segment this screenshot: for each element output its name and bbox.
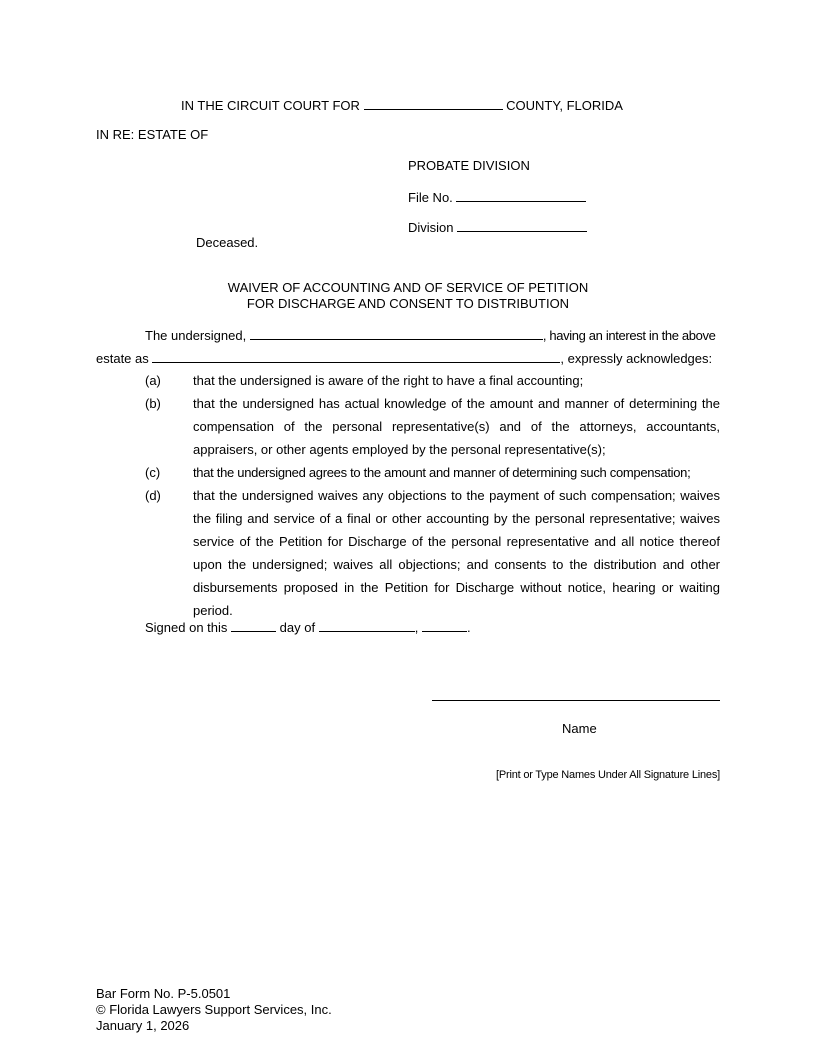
- footer-date: January 1, 2026: [96, 1018, 190, 1033]
- probate-division-title: PROBATE DIVISION: [408, 158, 530, 173]
- file-no-field: [408, 189, 586, 206]
- division-blank[interactable]: [457, 219, 587, 232]
- deceased-label: Deceased.: [196, 235, 259, 250]
- name-label: Name: [562, 721, 597, 736]
- item-c-text: that the undersigned agrees to the amount and manner of determining such compensation;: [193, 465, 691, 480]
- document-title-line1: WAIVER OF ACCOUNTING AND OF SERVICE OF PETITION: [227, 280, 589, 295]
- document-title-line2: FOR DISCHARGE AND CONSENT TO DISTRIBUTION: [246, 296, 570, 311]
- item-b-text: that the undersigned has actual knowledge of the amount and manner of determining the compensation of the personal representative(s) and of the attorneys, accountants, appraisers, or other agents employed by the personal representative(s);: [193, 396, 720, 457]
- day-of-label: day of: [279, 620, 316, 635]
- court-prefix: IN THE CIRCUIT COURT FOR: [181, 98, 360, 113]
- item-c-label: (c): [145, 465, 161, 480]
- item-a-text: that the undersigned is aware of the right to have a final accounting;: [193, 373, 584, 388]
- footer-copyright: © Florida Lawyers Support Services, Inc.: [96, 1002, 332, 1017]
- division-field: [408, 219, 587, 236]
- court-heading: [181, 97, 623, 114]
- item-d-label: (d): [145, 488, 161, 503]
- in-re-estate: IN RE: ESTATE OF: [96, 127, 209, 142]
- item-d-text: that the undersigned waives any objections to the payment of such compensation; waives the filing and service of a final or other accounting by the personal representative; waives service of the Petition for Discharge of the personal representative and all notice thereof upon the undersigned; waives all objections; and consents to the distribution and other disbursements proposed in the Petition for Discharge without notice, hearing or waiting period.: [193, 488, 720, 618]
- file-no-label: File No.: [408, 190, 453, 205]
- signature-line[interactable]: [432, 700, 720, 701]
- signature-note: [Print or Type Names Under All Signature Lines]: [496, 769, 720, 781]
- intro-line-1: [96, 327, 720, 344]
- intro-part2: , having an interest in the above: [542, 328, 716, 343]
- month-blank[interactable]: [319, 619, 415, 632]
- signed-comma: ,: [414, 620, 419, 635]
- footer-form-number: Bar Form No. P-5.0501: [96, 986, 231, 1001]
- intro-part1: The undersigned,: [145, 328, 247, 343]
- intro-part4: , expressly acknowledges:: [560, 351, 713, 366]
- intro-line-2: [96, 350, 720, 367]
- intro-part3: estate as: [96, 351, 149, 366]
- county-blank[interactable]: [364, 97, 503, 110]
- undersigned-name-blank[interactable]: [250, 327, 543, 340]
- item-a-label: (a): [145, 373, 161, 388]
- court-suffix: COUNTY, FLORIDA: [506, 98, 623, 113]
- file-no-blank[interactable]: [456, 189, 586, 202]
- division-label: Division: [408, 220, 454, 235]
- year-blank[interactable]: [422, 619, 467, 632]
- signed-on-line: [145, 619, 471, 636]
- signed-prefix: Signed on this: [145, 620, 228, 635]
- signed-period: .: [466, 620, 471, 635]
- interest-capacity-blank[interactable]: [152, 350, 560, 363]
- day-blank[interactable]: [231, 619, 276, 632]
- item-b-label: (b): [145, 396, 161, 411]
